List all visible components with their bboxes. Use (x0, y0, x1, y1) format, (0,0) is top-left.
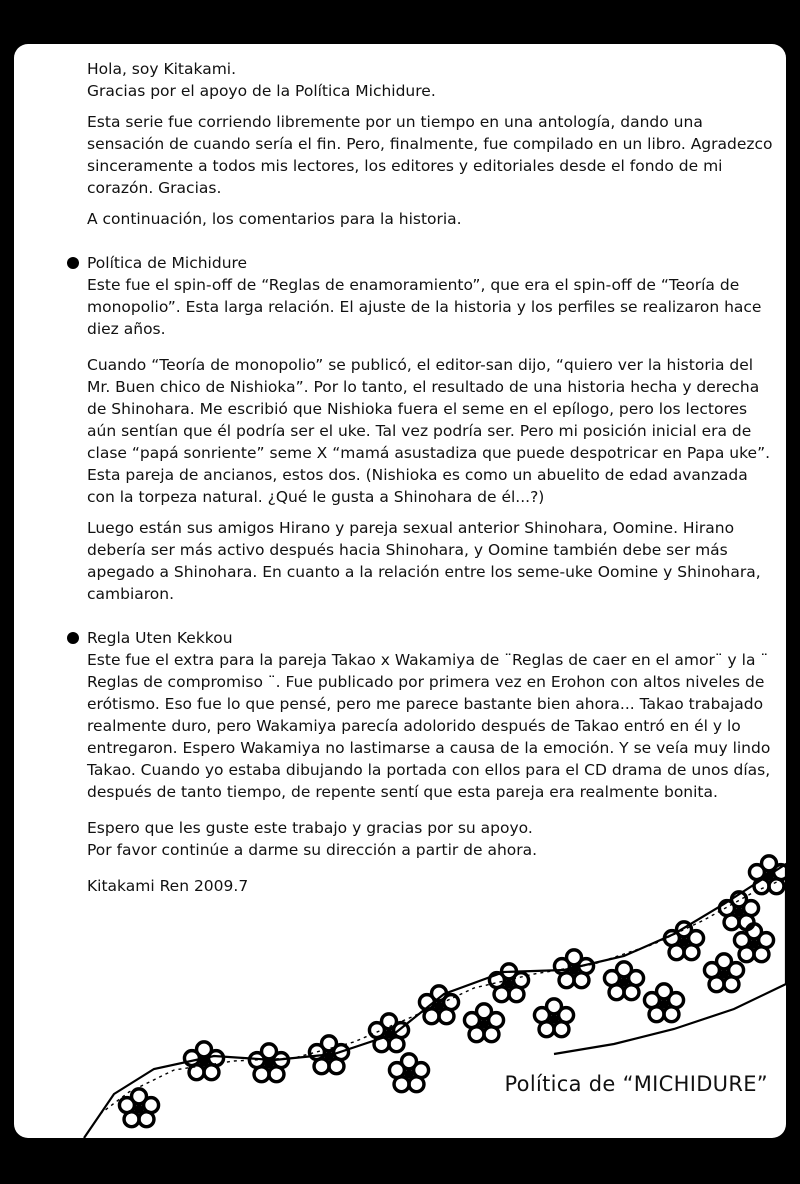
signature: Kitakami Ren 2009.7 (87, 877, 249, 895)
section-paragraph: Este fue el extra para la pareja Takao x Wakamiya de ¨Reglas de caer en el amor¨ y la ¨ Reglas de compromiso ¨. Fue publicado por primera vez en Erohon con altos niveles de erótismo. Eso fue lo que pensé, pero me parece bastante bien ahora... Takao trabajado realmente duro, pero Wakamiya parecía adolorido después de Takao entró en él y lo entregaron. Espero Wakamiya no lastimarse a causa de la emoción. Y se veía muy lindo Takao. Cuando yo estaba dibujando la portada con ellos para el CD drama de unos días, después de tanto tiempo, de repente sentí que esta pareja era realmente bonita. (87, 651, 771, 801)
section-uten-kekkou (87, 627, 777, 649)
greeting-line: Hola, soy Kitakami. (87, 60, 237, 78)
lace-flower-icon (604, 962, 643, 1000)
lace-flower-icon (734, 924, 773, 962)
lace-flower-icon (719, 892, 758, 930)
section-title: Política de Michidure (87, 254, 248, 272)
closing-line: Por favor continúe a darme su dirección a partir de ahora. (87, 841, 538, 859)
section-title: Regla Uten Kekkou (87, 629, 233, 647)
afterword-text (87, 58, 777, 897)
lace-flower-icon (489, 964, 528, 1002)
intro-paragraph: Esta serie fue corriendo libremente por un tiempo en una antología, dando una sensación de cuando sería el fin. Pero, finalmente, fue compilado en un libro. Agradezco sinceramente a todos mis lectores, los editores y editoriales desde el fondo de mi corazón. Gracias. (87, 113, 773, 197)
lace-flower-icon (369, 1014, 408, 1052)
bullet-icon (67, 257, 79, 269)
lace-flower-icon (704, 954, 743, 992)
lace-flower-icon (464, 1004, 503, 1042)
section-paragraph: Este fue el spin-off de “Reglas de enamoramiento”, que era el spin-off de “Teoría de monopolio”. Esta larga relación. El ajuste de la historia y los perfiles se realizaron hace diez años. (87, 276, 762, 338)
book-title-footer: Política de “MICHIDURE” (504, 1072, 768, 1096)
lace-flower-icon (419, 986, 458, 1024)
afterword-page (14, 44, 786, 1138)
lace-flower-icon (249, 1044, 288, 1082)
thanks-line: Gracias por el apoyo de la Política Michidure. (87, 82, 436, 100)
lace-flower-icon (184, 1042, 223, 1080)
closing-line: Espero que les guste este trabajo y gracias por su apoyo. (87, 819, 533, 837)
section-paragraph: Luego están sus amigos Hirano y pareja sexual anterior Shinohara, Oomine. Hirano debería ser más activo después hacia Shinohara, y Oomine también debe ser más apegado a Shinohara. En cuanto a la relación entre los seme-uke Oomine y Shinohara, cambiaron. (87, 519, 761, 603)
bullet-icon (67, 632, 79, 644)
lace-flower-icon (389, 1054, 428, 1092)
section-paragraph: Cuando “Teoría de monopolio” se publicó, el editor-san dijo, “quiero ver la historia del Mr. Buen chico de Nishioka”. Por lo tanto, el resultado de una historia hecha y derecha de Shinohara. Me escribió que Nishioka fuera el seme en el epílogo, pero los lectores aún sentían que él podría ser el uke. Tal vez podría ser. Pero mi posición inicial era de clase “papá sonriente” seme X “mamá asustadiza que puede despotricar en Papa uke”. Esta pareja de ancianos, estos dos. (Nishioka es como un abuelito de edad avanzada con la torpeza natural. ¿Qué le gusta a Shinohara de él...?) (87, 356, 771, 506)
lace-flower-icon (664, 922, 703, 960)
lace-flower-icon (644, 984, 683, 1022)
lace-flower-icon (534, 999, 573, 1037)
lace-flower-icon (119, 1089, 158, 1127)
lace-flower-icon (554, 950, 593, 988)
continuation-line: A continuación, los comentarios para la historia. (87, 210, 462, 228)
lace-flower-icon (309, 1036, 348, 1074)
section-michidure (87, 252, 777, 274)
